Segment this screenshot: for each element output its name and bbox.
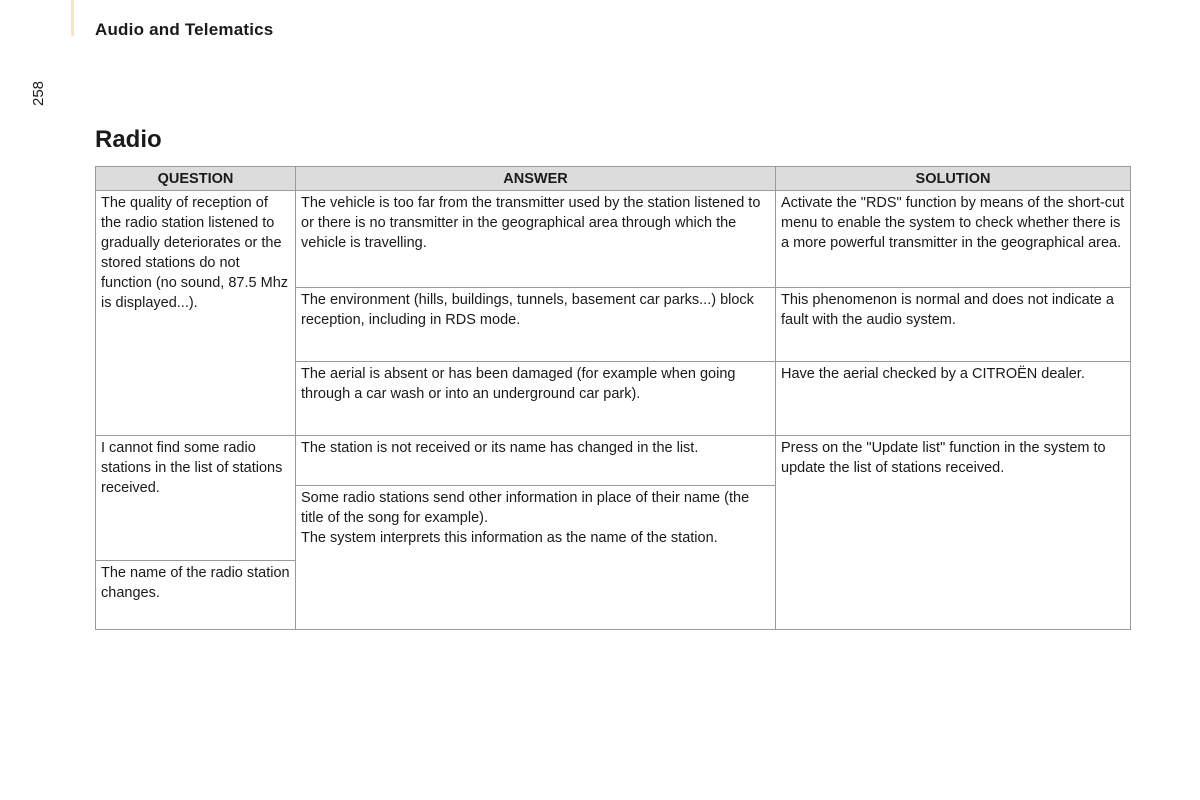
- question-cell: I cannot find some radio stations in the list of stations received.: [96, 436, 296, 561]
- answer-cell: The aerial is absent or has been damaged (for example when going through a car wash or into an underground car park).: [296, 362, 776, 436]
- answer-cell: The vehicle is too far from the transmitter used by the station listened to or there is no transmitter in the geographical area through which the vehicle is travelling.: [296, 191, 776, 288]
- solution-cell: Press on the "Update list" function in the system to update the list of stations received.: [776, 436, 1131, 630]
- answer-cell: [296, 486, 776, 630]
- answer-cell: The environment (hills, buildings, tunnels, basement car parks...) block reception, including in RDS mode.: [296, 288, 776, 362]
- page-number: 258: [30, 80, 47, 106]
- table-row: [96, 436, 1131, 486]
- column-header-question: QUESTION: [96, 167, 296, 191]
- solution-cell: This phenomenon is normal and does not indicate a fault with the audio system.: [776, 288, 1131, 362]
- table-header-row: [96, 167, 1131, 191]
- answer-text-line: The system interprets this information as the name of the station.: [301, 530, 718, 546]
- header-accent-line: [71, 0, 74, 36]
- table-row: [96, 191, 1131, 288]
- troubleshooting-table: [95, 166, 1131, 630]
- column-header-solution: SOLUTION: [776, 167, 1131, 191]
- answer-cell: The station is not received or its name has changed in the list.: [296, 436, 776, 486]
- section-header: Audio and Telematics: [95, 20, 274, 39]
- solution-cell: Activate the "RDS" function by means of the short-cut menu to enable the system to check whether there is a more powerful transmitter in the geographical area.: [776, 191, 1131, 288]
- question-cell: The name of the radio station changes.: [96, 561, 296, 630]
- answer-text-line: Some radio stations send other information in place of their name (the title of the song for example).: [301, 490, 750, 526]
- page-title: Radio: [95, 126, 162, 153]
- solution-cell: Have the aerial checked by a CITROËN dealer.: [776, 362, 1131, 436]
- column-header-answer: ANSWER: [296, 167, 776, 191]
- question-cell: The quality of reception of the radio station listened to gradually deteriorates or the stored stations do not function (no sound, 87.5 Mhz is displayed...).: [96, 191, 296, 436]
